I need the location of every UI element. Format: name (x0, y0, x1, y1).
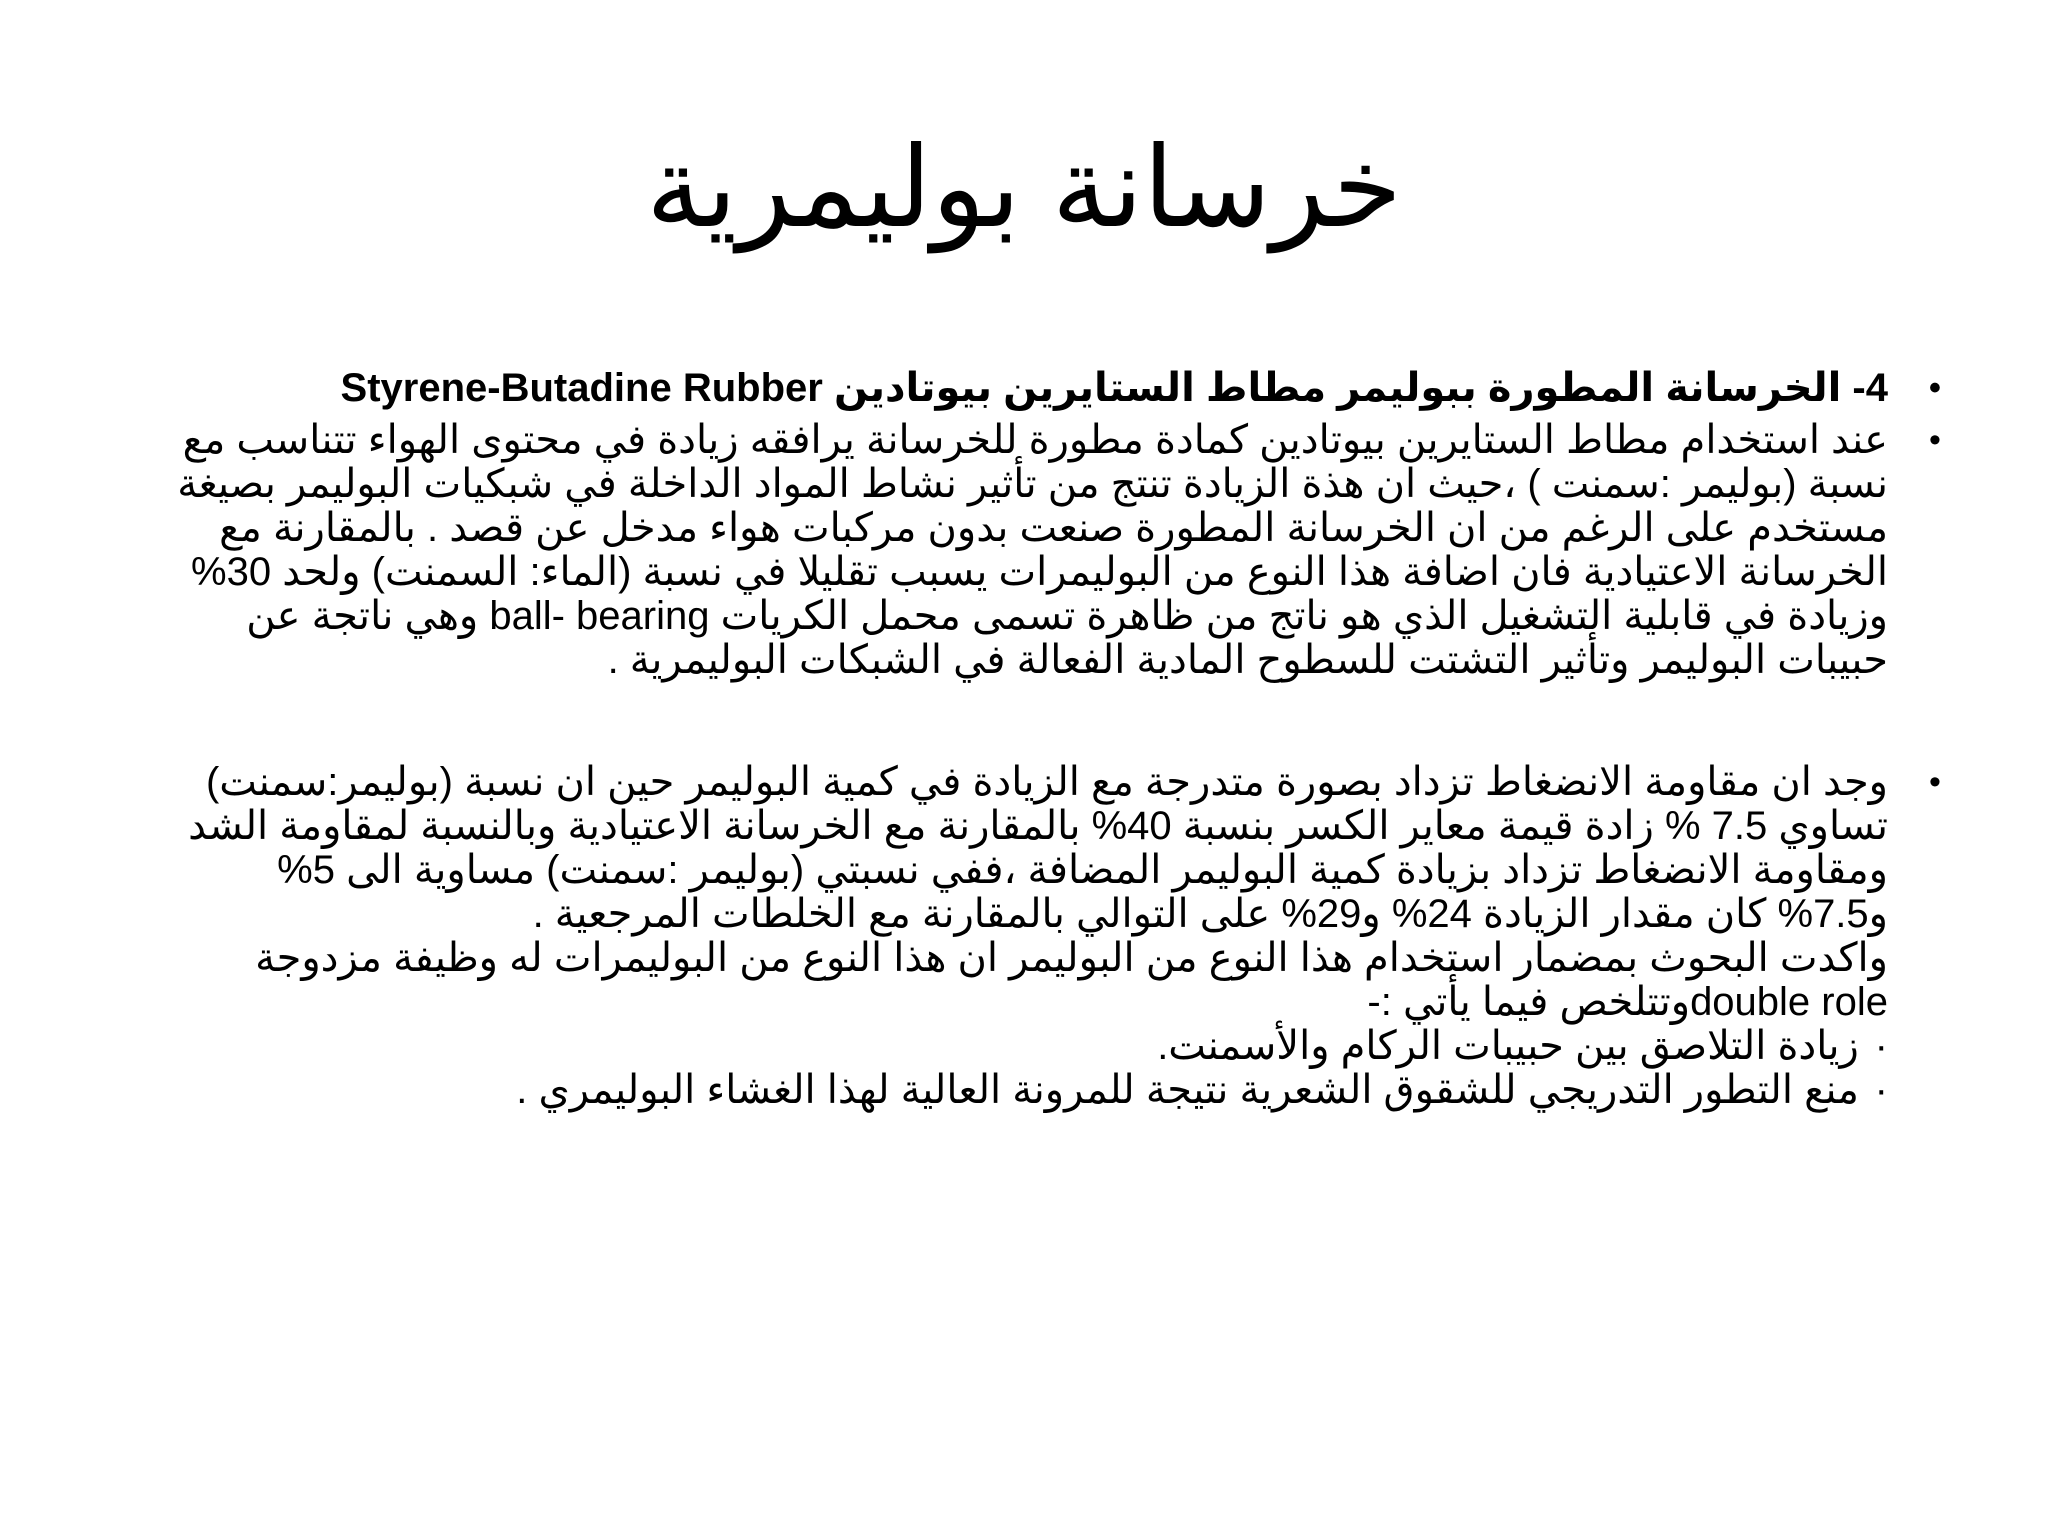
paragraph-line: عند استخدام مطاط الستايرين بيوتادين كمادة مطورة للخرسانة يرافقه زيادة في محتوى الهواء تتناسب مع (182, 418, 1888, 462)
paragraph-line: تساوي 7.5 % زادة قيمة معاير الكسر بنسبة 40% بالمقارنة مع الخرسانة الاعتيادية وبالنسبة لمقاومة الشد (188, 804, 1888, 848)
paragraph-line: وجد ان مقاومة الانضغاط تزداد بصورة متدرجة مع الزيادة في كمية البوليمر حين ان نسبة (بوليمر:سمنت) (205, 760, 1888, 804)
sub-bullet-dot: · (1874, 1068, 1888, 1112)
paragraph-line: وزيادة في قابلية التشغيل الذي هو ناتج من ظاهرة تسمى محمل الكريات ball- bearing وهي ناتجة عن (246, 594, 1888, 638)
bullet-dot: • (1929, 369, 1941, 407)
paragraph-line: واكدت البحوث بمضمار استخدام هذا النوع من البوليمر ان هذا النوع من البوليمرات له وظيفة مزدوجة (255, 936, 1888, 980)
paragraph-line: نسبة (بوليمر :سمنت ) ،حيث ان هذة الزيادة تنتج من تأثير نشاط المواد الداخلة في شبكيات البوليمر بصيغة (177, 462, 1888, 506)
paragraph-line: ومقاومة الانضغاط تزداد بزيادة كمية البوليمر المضافة ،ففي نسبتي (بوليمر :سمنت) مساوية الى 5% (277, 848, 1888, 892)
sub-bullet-dot: · (1874, 1024, 1888, 1068)
bullet-dot: • (1929, 421, 1941, 459)
sub-item (120, 1024, 1888, 1068)
sub-item-text: زيادة التلاصق بين حبيبات الركام والأسمنت. (1157, 1024, 1859, 1068)
paragraph-line: حبيبات البوليمر وتأثير التشتت للسطوح المادية الفعالة في الشبكات البوليمرية . (607, 638, 1888, 682)
slide-title: خرسانة بوليمرية (645, 125, 1403, 250)
bullet-heading (120, 362, 1950, 414)
paragraph-line: double roleوتتلخص فيما يأتي :- (1367, 980, 1888, 1024)
bullet-paragraph-compressive-strength (120, 760, 1950, 1112)
sub-item (120, 1068, 1888, 1112)
bullet-dot: • (1929, 763, 1941, 801)
sub-item-text: منع التطور التدريجي للشقوق الشعرية نتيجة للمرونة العالية لهذا الغشاء البوليمري . (516, 1068, 1859, 1112)
bullet-paragraph-air-content (120, 418, 1950, 682)
bullet-list (120, 362, 1950, 1112)
paragraph-line: و7.5% كان مقدار الزيادة 24% و29% على التوالي بالمقارنة مع الخلطات المرجعية . (532, 892, 1888, 936)
heading-arabic: 4- الخرسانة المطورة ببوليمر مطاط الستايرين بيوتادين (833, 366, 1888, 410)
heading-line (120, 362, 1888, 414)
heading-english: Styrene-Butadine Rubber (340, 366, 823, 410)
paragraph-line: مستخدم على الرغم من ان الخرسانة المطورة صنعت بدون مركبات هواء مدخل عن قصد . بالمقارنة مع (219, 506, 1888, 550)
paragraph-line: الخرسانة الاعتيادية فان اضافة هذا النوع من البوليمرات يسبب تقليلا في نسبة (الماء: السمنت) ولحد 30% (191, 550, 1888, 594)
